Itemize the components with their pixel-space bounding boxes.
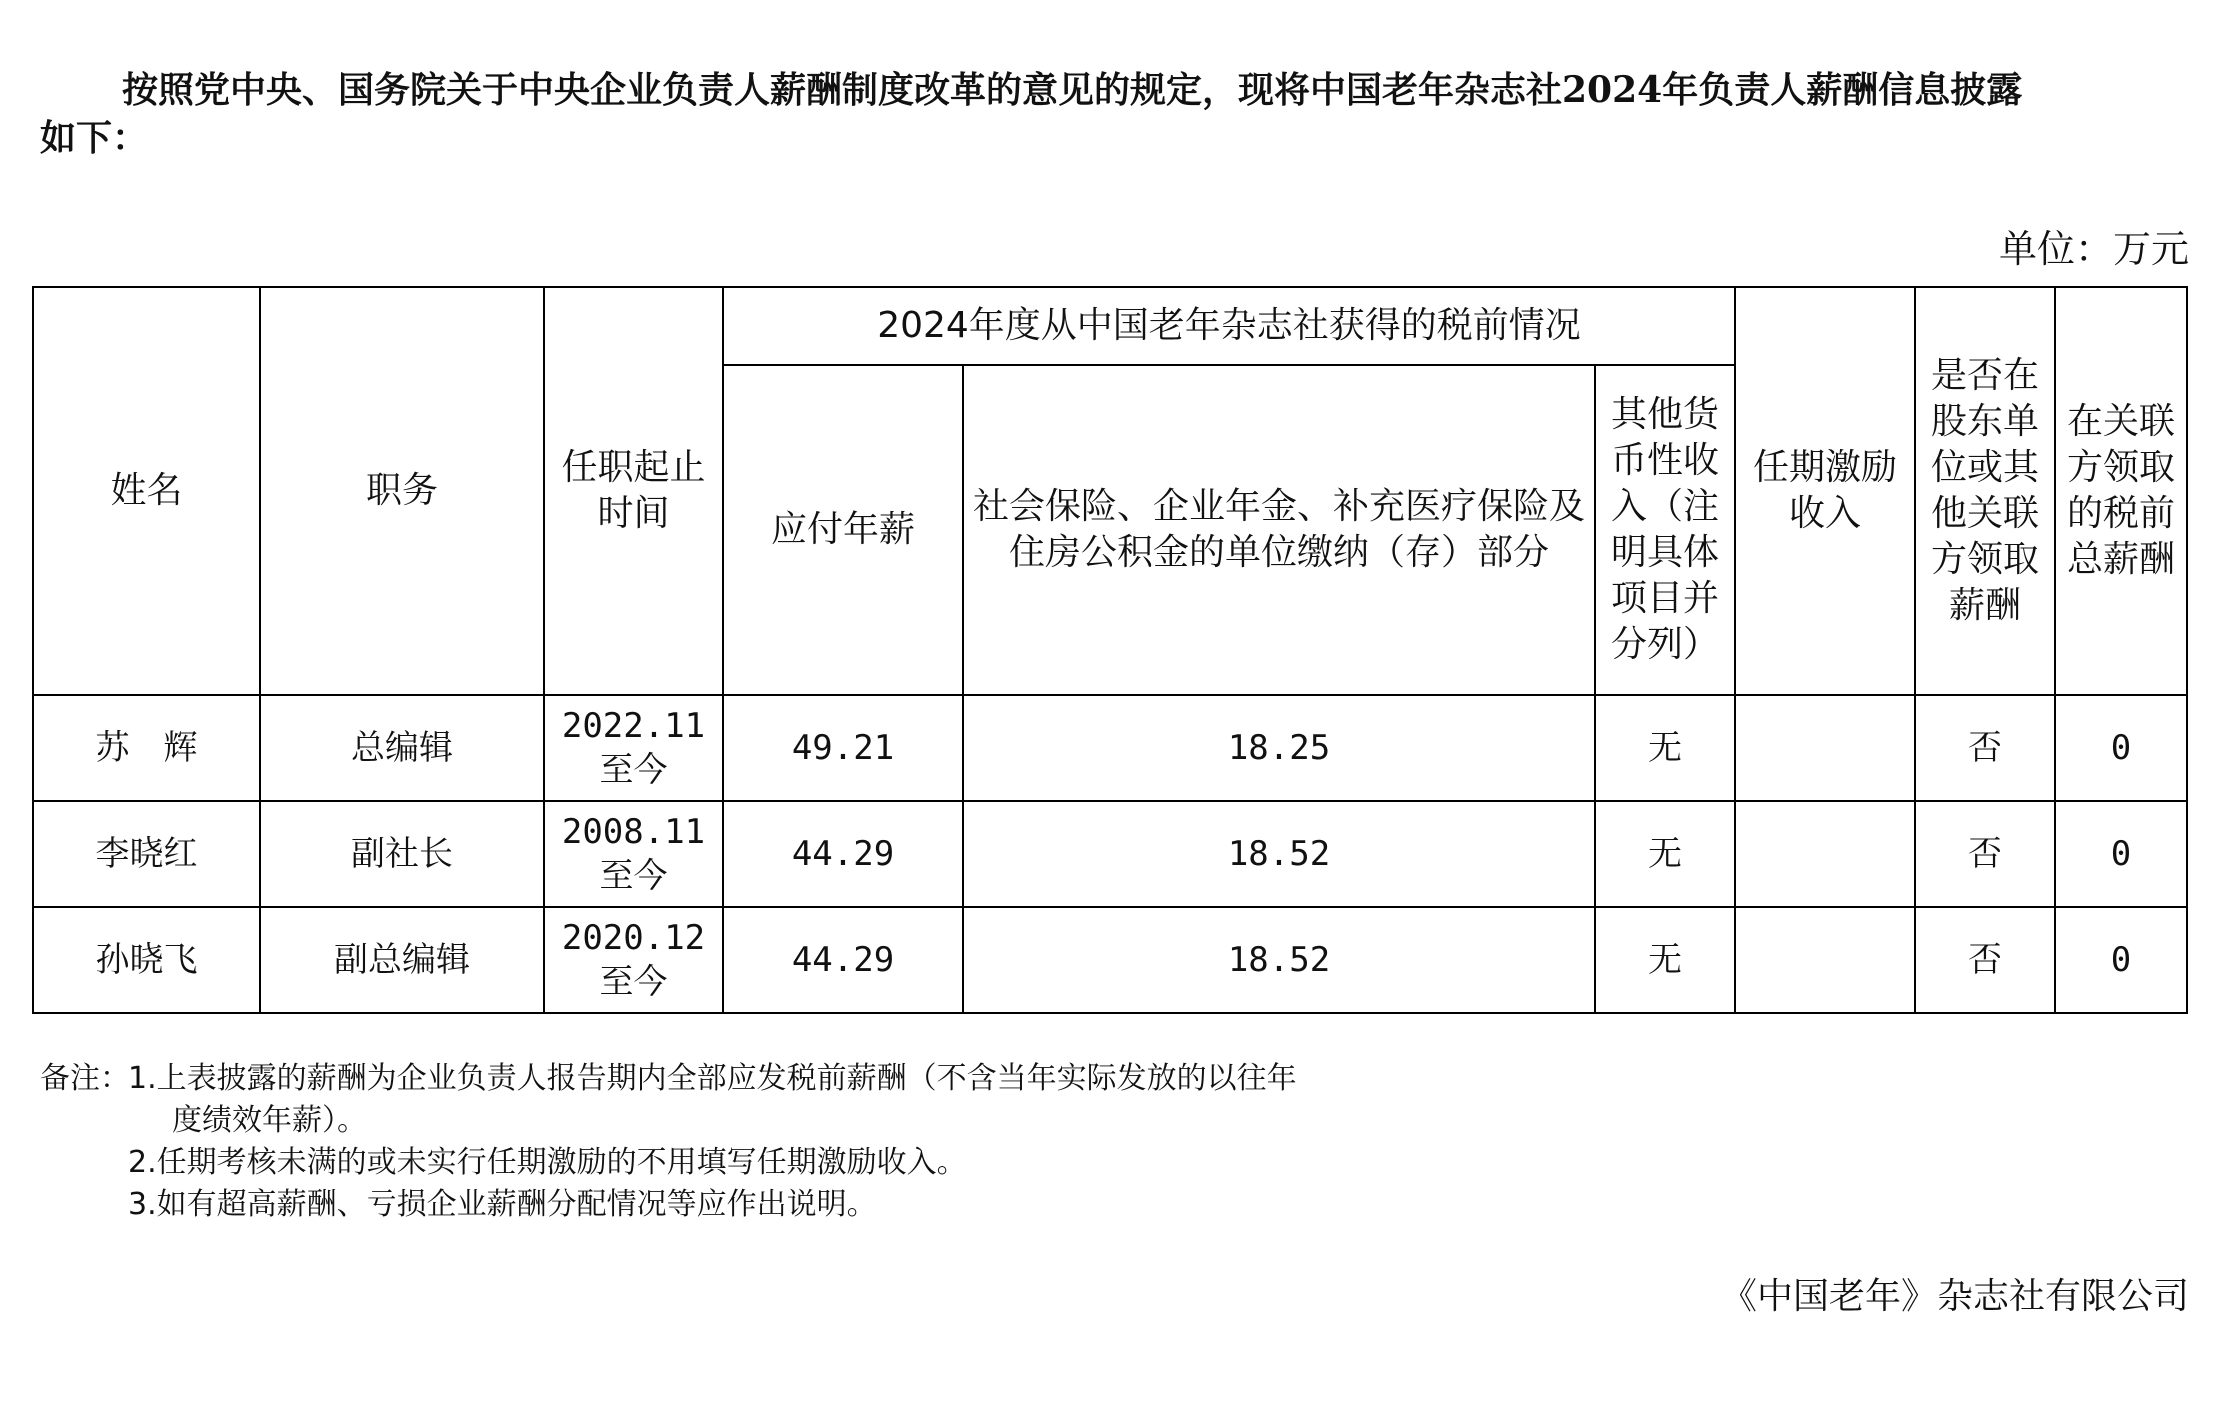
cell-shareholder-pay: 否 [1915, 907, 2055, 1013]
cell-other-income: 无 [1595, 801, 1735, 907]
note-2: 2.任期考核未满的或未实行任期激励的不用填写任期激励收入。 [128, 1145, 967, 1180]
tenure-end: 至今 [599, 750, 668, 790]
cell-other-income: 无 [1595, 907, 1735, 1013]
tenure-start: 2008.11 [561, 812, 706, 852]
cell-incentive [1735, 801, 1915, 907]
header-annual-salary: 应付年薪 [723, 365, 963, 695]
cell-incentive [1735, 907, 1915, 1013]
header-tenure: 任职起止时间 [544, 287, 723, 695]
cell-position: 副总编辑 [260, 907, 544, 1013]
cell-shareholder-pay: 否 [1915, 801, 2055, 907]
cell-tenure [544, 801, 723, 907]
cell-annual-salary: 44.29 [723, 801, 963, 907]
header-group-pretax: 2024年度从中国老年杂志社获得的税前情况 [723, 287, 1735, 365]
cell-position: 副社长 [260, 801, 544, 907]
cell-related-pay: 0 [2055, 907, 2187, 1013]
cell-name: 李晓红 [33, 801, 260, 907]
cell-annual-salary: 44.29 [723, 907, 963, 1013]
salary-table [32, 286, 2188, 1014]
cell-position: 总编辑 [260, 695, 544, 801]
issuer-signature: 《中国老年》杂志社有限公司 [1720, 1276, 2189, 1317]
note-1a: 1.上表披露的薪酬为企业负责人报告期内全部应发税前薪酬（不含当年实际发放的以往年 [128, 1061, 1297, 1096]
intro-paragraph [40, 66, 2190, 162]
intro-line-1: 按照党中央、国务院关于中央企业负责人薪酬制度改革的意见的规定，现将中国老年杂志社2024年负责人薪酬信息披露 [122, 69, 2023, 111]
header-shareholder-pay: 是否在股东单位或其他关联方领取薪酬 [1915, 287, 2055, 695]
header-incentive: 任期激励收入 [1735, 287, 1915, 695]
note-1b: 度绩效年薪）。 [172, 1103, 367, 1138]
header-social-insurance: 社会保险、企业年金、补充医疗保险及住房公积金的单位缴纳（存）部分 [963, 365, 1595, 695]
cell-name: 苏 辉 [33, 695, 260, 801]
cell-incentive [1735, 695, 1915, 801]
cell-social-insurance: 18.52 [963, 907, 1595, 1013]
cell-shareholder-pay: 否 [1915, 695, 2055, 801]
table-row [33, 907, 2187, 1013]
note-3: 3.如有超高薪酬、亏损企业薪酬分配情况等应作出说明。 [128, 1187, 877, 1222]
intro-line-2: 如下： [40, 117, 149, 159]
cell-annual-salary: 49.21 [723, 695, 963, 801]
cell-social-insurance: 18.25 [963, 695, 1595, 801]
cell-social-insurance: 18.52 [963, 801, 1595, 907]
cell-tenure [544, 907, 723, 1013]
tenure-end: 至今 [599, 856, 668, 896]
cell-tenure [544, 695, 723, 801]
cell-name: 孙晓飞 [33, 907, 260, 1013]
header-position: 职务 [260, 287, 544, 695]
header-related-pay: 在关联方领取的税前总薪酬 [2055, 287, 2187, 695]
unit-label: 单位：万元 [1998, 227, 2189, 271]
notes-section [40, 1058, 1297, 1226]
tenure-start: 2020.12 [561, 918, 706, 958]
notes-label: 备注： [40, 1061, 130, 1096]
table-row [33, 695, 2187, 801]
header-other-income: 其他货币性收入（注明具体项目并分列） [1595, 365, 1735, 695]
cell-related-pay: 0 [2055, 801, 2187, 907]
cell-other-income: 无 [1595, 695, 1735, 801]
table-row [33, 801, 2187, 907]
tenure-end: 至今 [599, 962, 668, 1002]
cell-related-pay: 0 [2055, 695, 2187, 801]
header-name: 姓名 [33, 287, 260, 695]
tenure-start: 2022.11 [561, 706, 706, 746]
